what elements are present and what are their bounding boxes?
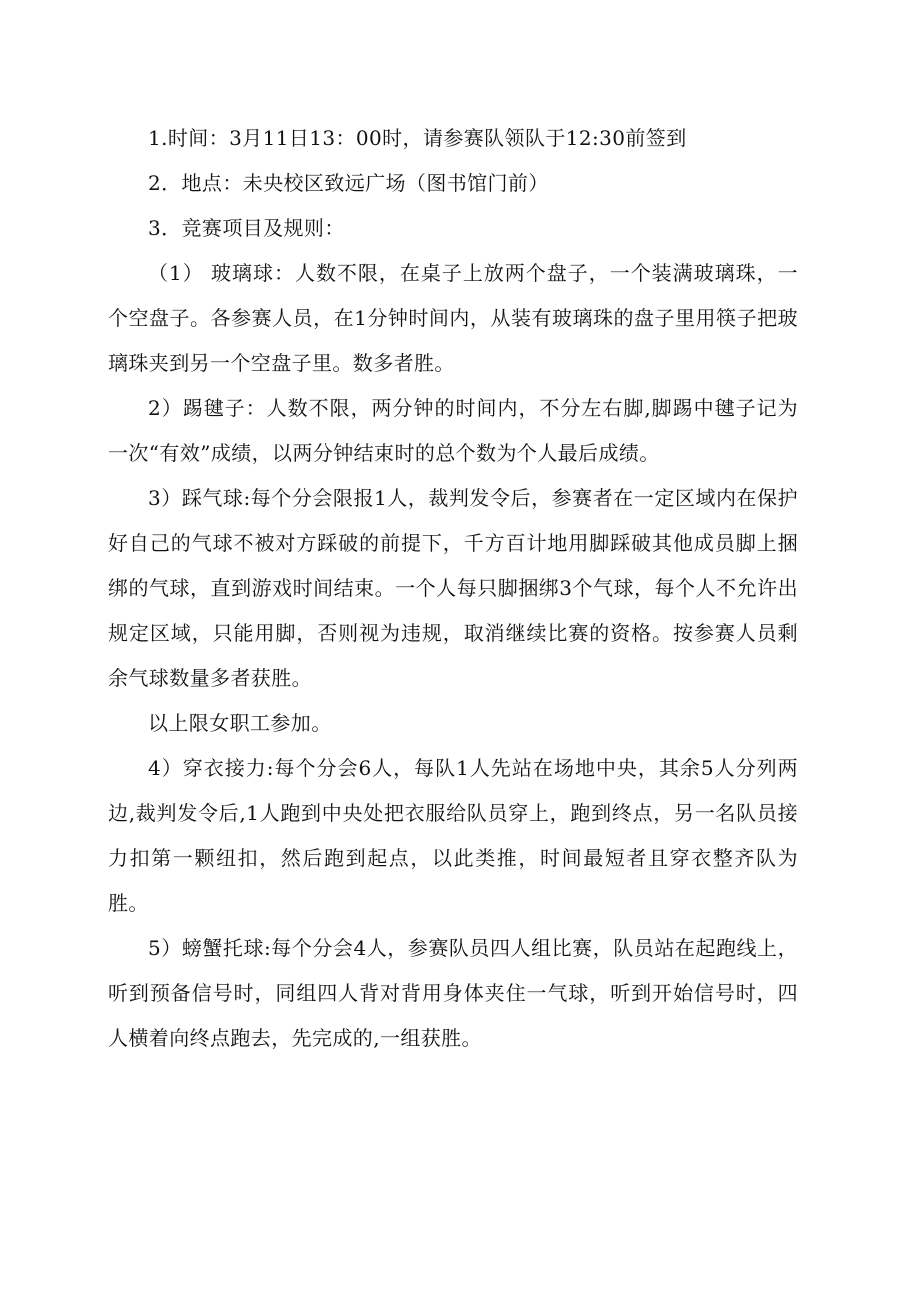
paragraph-crab-ball: 5）螃蟹托球:每个分会4人，参赛队员四人组比赛，队员站在起跑线上，听到预备信号时，同组四人背对背用身体夹住一气球，听到开始信号时，四人横着向终点跑去，先完成的,一组获胜。	[108, 936, 798, 1050]
paragraph-time: 1.时间：3月11日13：00时，请参赛队领队于12:30前签到	[148, 126, 687, 150]
paragraph-location: 2．地点：未央校区致远广场（图书馆门前）	[148, 171, 549, 195]
paragraph-balloon-stomp: 3）踩气球:每个分会限报1人，裁判发令后，参赛者在一定区域内在保护好自己的气球不被对方踩破的前提下，千方百计地用脚踩破其他成员脚上捆绑的气球，直到游戏时间结束。一个人每只脚捆绑3个气球，每个人不允许出规定区域，只能用脚，否则视为违规，取消继续比赛的资格。按参赛人员剩余气球数量多者获胜。	[108, 486, 798, 690]
paragraph-rules-heading: 3．竞赛项目及规则：	[148, 216, 345, 240]
paragraph-female-only-note: 以上限女职工参加。	[148, 711, 332, 735]
paragraph-shuttlecock: 2）踢毽子：人数不限，两分钟的时间内，不分左右脚,脚踢中毽子记为一次“有效”成绩，以两分钟结束时的总个数为个人最后成绩。	[108, 396, 798, 465]
document-body	[108, 116, 798, 1061]
paragraph-dressing-relay: 4）穿衣接力:每个分会6人，每队1人先站在场地中央，其余5人分列两边,裁判发令后,1人跑到中央处把衣服给队员穿上，跑到终点，另一名队员接力扣第一颗纽扣，然后跑到起点，以此类推，时间最短者且穿衣整齐队为胜。	[108, 756, 798, 915]
paragraph-glass-ball: （1） 玻璃球：人数不限，在桌子上放两个盘子，一个装满玻璃珠，一个空盘子。各参赛人员，在1分钟时间内，从装有玻璃珠的盘子里用筷子把玻璃珠夹到另一个空盘子里。数多者胜。	[108, 261, 798, 375]
